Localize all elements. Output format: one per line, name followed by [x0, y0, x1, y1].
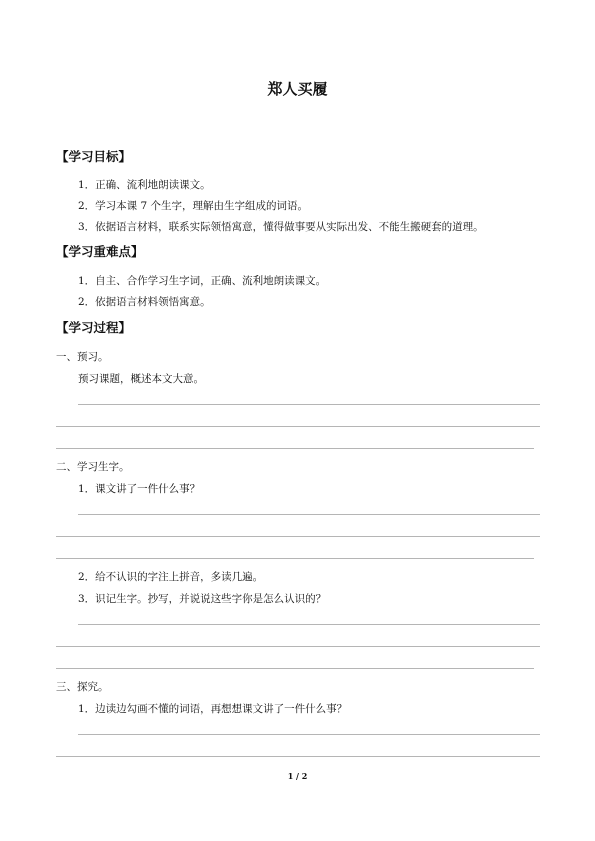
objectives-heading: 【学习目标】: [56, 149, 132, 164]
answer-line: [56, 536, 540, 537]
answer-line: [78, 734, 540, 735]
page-title: 郑人买履: [267, 80, 328, 98]
characters-question-2: 2．给不认识的字注上拼音，多读几遍。: [78, 571, 264, 583]
characters-question-1: 1．课文讲了一件什么事？: [78, 483, 201, 495]
process-heading: 【学习过程】: [56, 320, 132, 335]
section-preview-title: 一、预习。: [56, 351, 109, 363]
key-point-item-2: 2．依据语言材料领悟寓意。: [78, 296, 211, 308]
section-preview-task: 预习课题，概述本文大意。: [78, 373, 204, 385]
key-point-item-1: 1．自主、合作学习生字词，正确、流利地朗读课文。: [78, 275, 327, 287]
explore-question-1: 1．边读边勾画不懂的词语，再想想课文讲了一件什么事？: [78, 703, 348, 715]
section-explore-title: 三、探究。: [56, 681, 109, 693]
answer-line: [56, 756, 540, 757]
answer-line: [56, 426, 540, 427]
characters-question-3: 3．识记生字。抄写，并说说这些字你是怎么认识的？: [78, 593, 327, 605]
answer-line: [78, 404, 540, 405]
key-points-heading: 【学习重难点】: [56, 244, 144, 259]
answer-line: [56, 668, 534, 669]
answer-line: [56, 558, 534, 559]
answer-line: [78, 624, 540, 625]
objective-item-2: 2．学习本课 7 个生字，理解由生字组成的词语。: [78, 200, 309, 212]
answer-line: [56, 646, 540, 647]
section-characters-title: 二、学习生字。: [56, 461, 130, 473]
objective-item-3: 3．依据语言材料，联系实际领悟寓意，懂得做事要从实际出发、不能生搬硬套的道理。: [78, 221, 484, 233]
objective-item-1: 1．正确、流利地朗读课文。: [78, 179, 211, 191]
page-number: 1 / 2: [287, 771, 308, 781]
answer-line: [56, 448, 534, 449]
answer-line: [78, 514, 540, 515]
